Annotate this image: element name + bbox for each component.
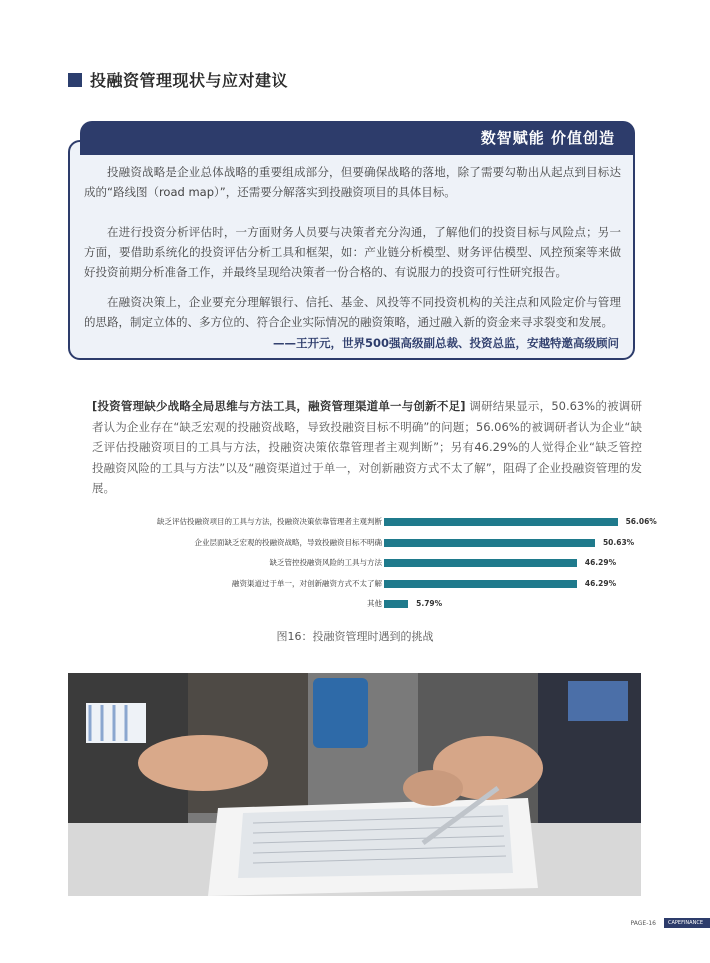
hands-document-photo-icon	[68, 673, 641, 896]
chart-bar	[384, 600, 408, 608]
slogan-banner	[80, 121, 635, 155]
chart-row	[70, 598, 640, 610]
business-meeting-photo	[68, 673, 641, 896]
chart-category-label: 其他	[367, 599, 382, 608]
page-footer	[631, 918, 710, 928]
chart-value-label: 46.29%	[584, 558, 617, 567]
chart-value-label: 46.29%	[584, 578, 617, 588]
chart-value-label: 50.63%	[602, 537, 635, 547]
chart-category-label: 缺乏管控投融资风险的工具与方法	[269, 558, 382, 567]
body-paragraph	[92, 396, 642, 499]
chart-category-label: 融资渠道过于单一，对创新融资方式不太了解	[232, 578, 382, 588]
page-number: PAGE-16	[630, 919, 656, 927]
chart-bar	[384, 580, 577, 588]
quote-signature: ——王开元，世界500强高级副总裁、投资总监，安越特邀高级顾问	[272, 336, 619, 350]
chart-value-label: 5.79%	[416, 599, 443, 608]
quote-box	[68, 140, 635, 360]
quote-paragraph-3: 在融资决策上，企业要充分理解银行、信托、基金、风投等不同投资机构的关注点和风险定价与管理的思路，制定立体的、多方位的、符合企业实际情况的融资策略，通过融入新的资金来寻求裂变和发展。	[84, 295, 621, 329]
footer-tag: CAPEFINANCE	[664, 918, 710, 928]
chart-bar	[384, 518, 618, 526]
chart-row	[70, 537, 640, 549]
challenges-bar-chart	[70, 512, 657, 622]
body-heading: [投资管理缺少战略全局思维与方法工具，融资管理渠道单一与创新不足]	[92, 399, 466, 413]
section-title-text: 投融资管理现状与应对建议	[90, 71, 289, 90]
chart-row	[70, 516, 657, 528]
chart-caption: 图16：投融资管理时遇到的挑战	[276, 630, 434, 643]
chart-value-label: 56.06%	[625, 517, 657, 526]
chart-category-label: 企业层面缺乏宏观的投融资战略，导致投融资目标不明确	[194, 537, 382, 547]
section-title	[68, 68, 288, 91]
quote-paragraph-1: 投融资战略是企业总体战略的重要组成部分，但要确保战略的落地，除了需要勾勒出从起点到目标达成的“路线图（road map）”，还需要分解落实到投融资项目的具体目标。	[84, 165, 621, 199]
chart-category-label: 缺乏评估投融资项目的工具与方法，投融资决策依靠管理者主观判断	[157, 517, 382, 526]
chart-bar	[384, 539, 595, 547]
chart-row	[70, 557, 640, 569]
slogan-text: 数智赋能 价值创造	[480, 129, 615, 147]
body-text: 调研结果显示，50.63%的被调研者认为企业存在“缺乏宏观的投融资战略，导致投融资目标不明确”的问题；56.06%的被调研者认为企业“缺乏评估投融资项目的工具与方法，投融资决策依靠管理者主观判断”；另有46.29%的人觉得企业“缺乏管控投融资风险的工具与方法”以及“融资渠道过于单一，对创新融资方式不太了解”，阻碍了企业投融资管理的发展。	[92, 399, 642, 495]
title-square-icon	[68, 73, 82, 87]
quote-paragraph-2: 在进行投资分析评估时，一方面财务人员要与决策者充分沟通，了解他们的投资目标与风险点；另一方面，要借助系统化的投资评估分析工具和框架，如：产业链分析模型、财务评估模型、风控预案等来做好投资前期分析准备工作，并最终呈现给决策者一份合格的、有说服力的投资可行性研究报告。	[84, 225, 621, 279]
chart-bar	[384, 559, 577, 567]
chart-row	[70, 578, 640, 590]
